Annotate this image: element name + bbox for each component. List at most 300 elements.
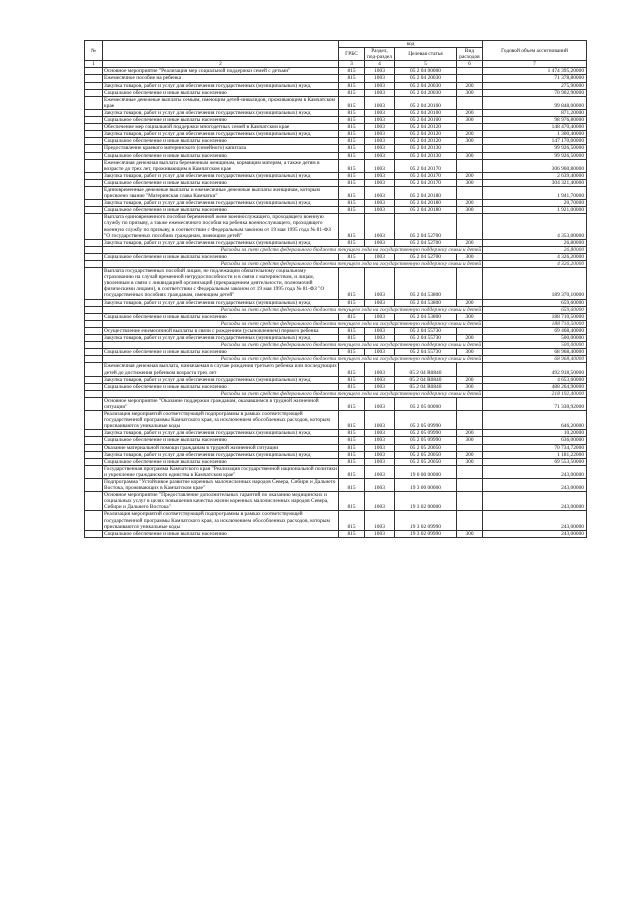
table-row — [85, 451, 587, 458]
empty-cell — [85, 458, 103, 465]
vid-cell: 200 — [457, 109, 483, 116]
sum-cell: 188 710,50000 — [483, 313, 587, 320]
empty-cell — [85, 268, 103, 299]
note-row — [85, 390, 587, 397]
tsel-cell: 05 2 04 52700 — [395, 253, 457, 260]
tsel-cell: 19 3 02 00000 — [395, 492, 457, 511]
vid-cell: 300 — [457, 530, 483, 537]
table-row — [85, 172, 587, 179]
razdel-cell: 1003 — [365, 268, 395, 299]
sum-cell: 148 470,40000 — [483, 124, 587, 131]
tsel-cell: 05 2 04 53800 — [395, 268, 457, 299]
sum-cell: 71 378,80000 — [483, 75, 587, 82]
tsel-cell: 05 2 04 R0840 — [395, 363, 457, 376]
table-row — [85, 200, 587, 207]
razdel-cell: 1003 — [365, 465, 395, 478]
sum-cell: 147 170,00000 — [483, 138, 587, 145]
grbs-cell: 815 — [339, 172, 365, 179]
col-number: 1 — [85, 61, 103, 68]
grbs-cell: 815 — [339, 186, 365, 199]
empty-cell — [85, 430, 103, 437]
grbs-cell: 815 — [339, 299, 365, 306]
item-name: Основное мероприятие "Реализация мер социальной поддержки семей с детьми" — [103, 68, 339, 75]
note-sum: 218 192,40000 — [483, 390, 587, 397]
table-row — [85, 179, 587, 186]
empty-cell — [85, 214, 103, 239]
table-row — [85, 89, 587, 96]
table-row — [85, 397, 587, 410]
empty-cell — [85, 444, 103, 451]
vid-cell: 300 — [457, 253, 483, 260]
item-name: Социальное обеспечение и иные выплаты населению — [103, 313, 339, 320]
item-name: Выплата государственных пособий лицам, не подлежащим обязательному социальному страхованию на случай временной нетрудоспособности и в связи с материнством, и лицам, уволенным в связи с ликвидацией организаций (прекращением деятельности, полномочий физическими лицами), в соответствии с Федеральным законом от 19 мая 1995 года № 81-ФЗ "О государственных пособиях гражданам, имеющим детей" — [103, 268, 339, 299]
tsel-cell: 05 2 04 20120 — [395, 131, 457, 138]
table-row — [85, 145, 587, 152]
note-text: Расходы за счет средств федерального бюджета текущего года на государственную поддержку семьи и детей — [103, 390, 483, 397]
sum-cell: 1 300,40000 — [483, 131, 587, 138]
table-row — [85, 376, 587, 383]
item-name: Закупка товаров, работ и услуг для обеспечения государственных (муниципальных) нужд — [103, 131, 339, 138]
item-name: Выплата единовременного пособия беременной жене военнослужащего, проходящего военную службу по призыву, а также ежемесячного пособия на ребенка военнослужащего, проходящего военную службу по призыву, в соответствии с Федеральным законом от 19 мая 1995 года № 81-ФЗ "О государственных пособиях гражданам, имеющим детей" — [103, 214, 339, 239]
sum-cell: 1 474 395,20000 — [483, 68, 587, 75]
note-text: Расходы за счет средств федерального бюджета текущего года на государственную поддержку семьи и детей — [103, 320, 483, 327]
item-name: Закупка товаров, работ и услуг для обеспечения государственных (муниципальных) нужд — [103, 82, 339, 89]
item-name: Закупка товаров, работ и услуг для обеспечения государственных (муниципальных) нужд — [103, 109, 339, 116]
table-row — [85, 511, 587, 530]
table-row — [85, 327, 587, 334]
razdel-cell: 1003 — [365, 299, 395, 306]
empty-cell — [85, 207, 103, 214]
sum-cell: 189 370,10000 — [483, 268, 587, 299]
table-row — [85, 492, 587, 511]
vid-cell: 300 — [457, 437, 483, 444]
item-name: Обеспечение мер социальной поддержки многодетных семей в Камчатском крае — [103, 124, 339, 131]
vid-cell — [457, 511, 483, 530]
sum-cell: 69 468,40000 — [483, 327, 587, 334]
empty-cell — [85, 253, 103, 260]
tsel-cell: 05 2 04 20170 — [395, 159, 457, 172]
table-row — [85, 138, 587, 145]
vid-cell: 300 — [457, 138, 483, 145]
tsel-cell: 19 3 02 09990 — [395, 511, 457, 530]
grbs-cell: 815 — [339, 200, 365, 207]
vid-cell: 300 — [457, 313, 483, 320]
table-row — [85, 68, 587, 75]
razdel-cell: 1003 — [365, 437, 395, 444]
razdel-cell: 1003 — [365, 124, 395, 131]
razdel-cell: 1003 — [365, 511, 395, 530]
table-row — [85, 411, 587, 430]
tsel-cell: 05 2 04 20180 — [395, 186, 457, 199]
table-row — [85, 479, 587, 492]
tsel-cell: 05 2 05 09990 — [395, 437, 457, 444]
empty-cell — [85, 239, 103, 246]
tsel-cell: 05 2 04 52700 — [395, 214, 457, 239]
vid-cell: 300 — [457, 179, 483, 186]
table-row — [85, 75, 587, 82]
tsel-cell: 05 2 04 20100 — [395, 109, 457, 116]
empty-cell — [85, 530, 103, 537]
table-row — [85, 465, 587, 478]
table-row — [85, 82, 587, 89]
item-name: Ежемесячная денежная выплата, назначаемая в случае рождения третьего ребенка или последующих детей до достижения ребенком возраста трех лет — [104, 363, 337, 376]
grbs-cell: 815 — [339, 327, 365, 334]
tsel-cell: 19 0 00 00000 — [395, 465, 457, 478]
vid-cell — [457, 124, 483, 131]
sum-cell: 488 264,90000 — [483, 383, 587, 390]
grbs-cell: 815 — [339, 253, 365, 260]
empty-cell — [85, 390, 103, 397]
table-row — [85, 239, 587, 246]
table-row — [85, 458, 587, 465]
vid-cell: 300 — [457, 383, 483, 390]
vid-cell: 300 — [457, 117, 483, 124]
sum-cell: 275,90000 — [483, 82, 587, 89]
vid-cell — [457, 327, 483, 334]
item-name: Социальное обеспечение и иные выплаты населению — [103, 89, 339, 96]
item-name: Социальное обеспечение и иные выплаты населению — [103, 117, 339, 124]
table-row — [85, 530, 587, 537]
grbs-cell: 815 — [339, 465, 365, 478]
sum-cell: 871,20000 — [483, 109, 587, 116]
item-name: Социальное обеспечение и иные выплаты населению — [103, 383, 339, 390]
empty-cell — [85, 186, 103, 199]
empty-cell — [85, 397, 103, 410]
header-razdel: Раздел, под-раздел — [365, 48, 395, 61]
vid-cell — [457, 479, 483, 492]
sum-cell: 243,00000 — [483, 511, 587, 530]
empty-cell — [85, 246, 103, 253]
table-row — [85, 349, 587, 356]
sum-cell: 492 918,50000 — [483, 363, 587, 376]
item-name: Ежемесячная денежная выплата беременным женщинам, кормящим матерям, а также детям в возрасте до трех лет, проживающим в Камчатском крае — [103, 159, 339, 172]
vid-cell: 200 — [457, 430, 483, 437]
item-name: Ежемесячное пособие на ребенка — [103, 75, 339, 82]
vid-cell — [457, 465, 483, 478]
sum-cell: 4 326,20000 — [483, 253, 587, 260]
header-numbers-row — [85, 61, 587, 68]
grbs-cell: 815 — [339, 349, 365, 356]
note-text: Расходы за счет средств федерального бюджета текущего года на государственную поддержку семьи и детей — [103, 246, 483, 253]
grbs-cell: 815 — [339, 159, 365, 172]
empty-cell — [85, 411, 103, 430]
sum-cell: 99 926,50000 — [483, 145, 587, 152]
sum-cell: 306 960,80000 — [483, 159, 587, 172]
item-name: Закупка товаров, работ и услуг для обеспечения государственных (муниципальных) нужд — [103, 376, 339, 383]
grbs-cell: 815 — [339, 479, 365, 492]
note-sum: 4 326,20000 — [483, 261, 587, 268]
grbs-cell: 815 — [339, 124, 365, 131]
vid-cell: 200 — [457, 451, 483, 458]
empty-cell — [85, 172, 103, 179]
sum-cell: 4 353,00000 — [483, 214, 587, 239]
header-grbs: ГРБС — [339, 48, 365, 61]
table-row — [85, 152, 587, 159]
item-name: Основное мероприятие "Предоставление дополнительных гарантий по оказанию медицинских и социальных услуг в целях повышения качества жизни коренных малочисленных народов Севера, Сибири и Дальнего Востока" — [103, 492, 339, 511]
empty-cell — [85, 451, 103, 458]
grbs-cell: 815 — [339, 96, 365, 109]
empty-cell — [85, 261, 103, 268]
item-name: Социальное обеспечение и иные выплаты населению — [103, 179, 339, 186]
sum-cell: 4 653,60000 — [483, 376, 587, 383]
grbs-cell: 815 — [339, 363, 365, 376]
tsel-cell: 05 2 05 00000 — [395, 397, 457, 410]
empty-cell — [85, 68, 103, 75]
table-row — [85, 253, 587, 260]
item-name: Предоставление краевого материнского (семейного) капитала — [103, 145, 339, 152]
razdel-cell: 1003 — [365, 89, 395, 96]
note-text: Расходы за счет средств федерального бюджета текущего года на государственную поддержку семьи и детей — [103, 342, 483, 349]
grbs-cell: 815 — [339, 511, 365, 530]
empty-cell — [85, 145, 103, 152]
sum-cell: 98 976,80000 — [483, 117, 587, 124]
empty-cell — [85, 124, 103, 131]
item-name: Ежемесячные денежные выплаты семьям, имеющим детей-инвалидов, проживающим в Камчатском крае — [103, 96, 339, 109]
vid-cell: 200 — [457, 376, 483, 383]
sum-cell: 243,00000 — [483, 492, 587, 511]
tsel-cell: 05 2 04 20170 — [395, 172, 457, 179]
tsel-cell: 19 3 00 00000 — [395, 479, 457, 492]
empty-cell — [85, 342, 103, 349]
vid-cell — [457, 68, 483, 75]
tsel-cell: 05 2 04 R0840 — [395, 383, 457, 390]
sum-cell: 99 848,00000 — [483, 96, 587, 109]
empty-cell — [85, 200, 103, 207]
vid-cell — [457, 411, 483, 430]
tsel-cell: 05 2 05 20050 — [395, 451, 457, 458]
empty-cell — [85, 363, 103, 376]
item-name: Осуществление ежемесячной выплаты в связи с рождением (усыновлением) первого ребенка — [103, 327, 339, 334]
empty-cell — [85, 313, 103, 320]
header-vid: Вид расходов — [457, 48, 483, 61]
table-row — [85, 437, 587, 444]
tsel-cell: 05 2 04 52700 — [395, 239, 457, 246]
note-row — [85, 246, 587, 253]
item-name: Закупка товаров, работ и услуг для обеспечения государственных (муниципальных) нужд — [103, 239, 339, 246]
empty-cell — [85, 511, 103, 530]
sum-cell: 69 553,50000 — [483, 458, 587, 465]
empty-cell — [85, 179, 103, 186]
vid-cell: 200 — [457, 200, 483, 207]
grbs-cell: 815 — [339, 383, 365, 390]
razdel-cell: 1003 — [365, 179, 395, 186]
vid-cell — [457, 75, 483, 82]
note-sum: 68 968,40000 — [483, 356, 587, 363]
empty-cell — [85, 465, 103, 478]
razdel-cell: 1003 — [365, 376, 395, 383]
sum-cell: 243,00000 — [483, 465, 587, 478]
table-row — [85, 383, 587, 390]
grbs-cell: 815 — [339, 152, 365, 159]
grbs-cell: 815 — [339, 239, 365, 246]
item-name: Социальное обеспечение и иные выплаты населению — [103, 530, 339, 537]
grbs-cell: 815 — [339, 451, 365, 458]
tsel-cell: 05 2 04 53800 — [395, 313, 457, 320]
sum-cell: 70 734,72000 — [483, 444, 587, 451]
table-row — [85, 96, 587, 109]
empty-cell — [85, 96, 103, 109]
grbs-cell: 815 — [339, 89, 365, 96]
tsel-cell: 05 2 04 20030 — [395, 89, 457, 96]
item-name: Государственная программа Камчатского края "Реализация государственной национальной политики и укрепление гражданского единства в Камчатском крае" — [104, 465, 337, 478]
empty-cell — [85, 131, 103, 138]
table-header — [85, 41, 587, 68]
item-name: Единовременные денежные выплаты и ежемесячные денежные выплаты женщинам, которым присвоено звание "Материнская слава Камчатки" — [103, 186, 339, 199]
grbs-cell: 815 — [339, 82, 365, 89]
item-name: Закупка товаров, работ и услуг для обеспечения государственных (муниципальных) нужд — [103, 335, 339, 342]
header-sum: Годовой объем ассигнований — [483, 41, 587, 61]
item-name: Закупка товаров, работ и услуг для обеспечения государственных (муниципальных) нужд — [103, 451, 339, 458]
grbs-cell: 815 — [339, 75, 365, 82]
empty-cell — [85, 89, 103, 96]
razdel-cell: 1003 — [365, 397, 395, 410]
razdel-cell: 1003 — [365, 458, 395, 465]
razdel-cell: 1003 — [365, 117, 395, 124]
vid-cell — [457, 444, 483, 451]
vid-cell — [457, 492, 483, 511]
note-row — [85, 306, 587, 313]
table-row — [85, 299, 587, 306]
sum-cell: 646,20000 — [483, 411, 587, 430]
razdel-cell: 1003 — [365, 492, 395, 511]
grbs-cell: 815 — [339, 444, 365, 451]
tsel-cell: 05 2 04 20030 — [395, 82, 457, 89]
tsel-cell: 05 2 04 20130 — [395, 152, 457, 159]
tsel-cell: 05 2 04 20180 — [395, 207, 457, 214]
sum-cell: 243,00000 — [483, 530, 587, 537]
grbs-cell: 815 — [339, 397, 365, 410]
vid-cell — [457, 214, 483, 239]
item-name: Закупка товаров, работ и услуг для обеспечения государственных (муниципальных) нужд — [103, 172, 339, 179]
tsel-cell: 05 2 05 09990 — [395, 430, 457, 437]
vid-cell — [457, 363, 483, 376]
header-code-group: код — [339, 41, 483, 48]
sum-cell: 70 902,90000 — [483, 89, 587, 96]
empty-cell — [85, 492, 103, 511]
tsel-cell: 05 2 04 20170 — [395, 179, 457, 186]
tsel-cell: 05 2 05 09990 — [395, 411, 457, 430]
sum-cell: 20,70000 — [483, 200, 587, 207]
grbs-cell: 815 — [339, 131, 365, 138]
item-name: Подпрограмма "Устойчивое развитие коренных малочисленных народов Севера, Сибири и Дальнего Востока, проживающих в Камчатском крае" — [103, 479, 339, 492]
tsel-cell: 05 2 04 20130 — [395, 145, 457, 152]
col-number: 3 — [339, 61, 365, 68]
vid-cell — [457, 268, 483, 299]
razdel-cell: 1003 — [365, 327, 395, 334]
item-name: Закупка товаров, работ и услуг для обеспечения государственных (муниципальных) нужд — [103, 299, 339, 306]
razdel-cell: 1003 — [365, 68, 395, 75]
vid-cell: 300 — [457, 458, 483, 465]
empty-cell — [85, 376, 103, 383]
sum-cell: 71 330,92000 — [483, 397, 587, 410]
grbs-cell: 815 — [339, 492, 365, 511]
sum-cell: 1 921,00000 — [483, 207, 587, 214]
vid-cell — [457, 145, 483, 152]
tsel-cell: 05 2 04 20120 — [395, 138, 457, 145]
empty-cell — [85, 138, 103, 145]
table-row — [85, 363, 587, 376]
sum-cell: 636,00000 — [483, 437, 587, 444]
razdel-cell: 1003 — [365, 383, 395, 390]
table-row — [85, 444, 587, 451]
empty-cell — [85, 75, 103, 82]
empty-cell — [85, 437, 103, 444]
tsel-cell: 05 2 04 20100 — [395, 96, 457, 109]
note-sum: 26,80000 — [483, 246, 587, 253]
empty-cell — [85, 299, 103, 306]
razdel-cell: 1003 — [365, 159, 395, 172]
razdel-cell: 1003 — [365, 253, 395, 260]
razdel-cell: 1003 — [365, 109, 395, 116]
tsel-cell: 05 2 04 00000 — [395, 68, 457, 75]
tsel-cell: 05 2 04 55730 — [395, 349, 457, 356]
empty-cell — [85, 383, 103, 390]
table-row — [85, 207, 587, 214]
col-number: 7 — [483, 61, 587, 68]
vid-cell: 300 — [457, 89, 483, 96]
empty-cell — [85, 117, 103, 124]
note-text: Расходы за счет средств федерального бюджета текущего года на государственную поддержку семьи и детей — [103, 261, 483, 268]
note-text: Расходы за счет средств федерального бюджета текущего года на государственную поддержку семьи и детей — [103, 306, 483, 313]
razdel-cell: 1003 — [365, 239, 395, 246]
item-name: Реализация мероприятий соответствующей подпрограммы в рамках соответствующей государственной программы Камчатского края, за исключением обособленных расходов, которым присваиваются уникальные коды — [103, 511, 339, 530]
tsel-cell: 19 3 02 09990 — [395, 530, 457, 537]
item-name: Социальное обеспечение и иные выплаты населению — [103, 349, 339, 356]
table-body — [85, 68, 587, 537]
grbs-cell: 815 — [339, 437, 365, 444]
empty-cell — [85, 159, 103, 172]
note-row — [85, 320, 587, 327]
tsel-cell: 05 2 04 20100 — [395, 117, 457, 124]
razdel-cell: 1003 — [365, 451, 395, 458]
tsel-cell: 05 2 04 20180 — [395, 200, 457, 207]
item-name: Закупка товаров, работ и услуг для обеспечения государственных (муниципальных) нужд — [103, 430, 339, 437]
razdel-cell: 1003 — [365, 430, 395, 437]
vid-cell — [457, 186, 483, 199]
razdel-cell: 1003 — [365, 444, 395, 451]
tsel-cell: 05 2 04 R0840 — [395, 376, 457, 383]
empty-cell — [85, 109, 103, 116]
grbs-cell: 815 — [339, 313, 365, 320]
razdel-cell: 1003 — [365, 207, 395, 214]
note-row — [85, 342, 587, 349]
item-name: Реализация мероприятий соответствующей подпрограммы в рамках соответствующей государственной программы Камчатского края, за исключением обособленных расходов, которым присваиваются уникальные коды — [103, 411, 339, 430]
vid-cell — [457, 397, 483, 410]
table-row — [85, 186, 587, 199]
empty-cell — [85, 327, 103, 334]
col-number: 6 — [457, 61, 483, 68]
col-number: 4 — [365, 61, 395, 68]
note-row — [85, 356, 587, 363]
empty-cell — [85, 82, 103, 89]
empty-cell — [85, 335, 103, 342]
item-name: Основное мероприятие "Оказание поддержки гражданам, оказавшимся в трудной жизненной ситуации" — [103, 397, 339, 410]
table-row — [85, 117, 587, 124]
sum-cell: 659,60000 — [483, 299, 587, 306]
sum-cell: 26,80000 — [483, 239, 587, 246]
grbs-cell: 815 — [339, 117, 365, 124]
item-name: Социальное обеспечение и иные выплаты населению — [103, 437, 339, 444]
sum-cell: 10,20000 — [483, 430, 587, 437]
tsel-cell: 05 2 04 20030 — [395, 75, 457, 82]
note-sum: 500,00000 — [483, 342, 587, 349]
grbs-cell: 815 — [339, 268, 365, 299]
vid-cell: 300 — [457, 207, 483, 214]
vid-cell: 200 — [457, 82, 483, 89]
sum-cell: 68 968,40000 — [483, 349, 587, 356]
sum-cell: 2 639,40000 — [483, 172, 587, 179]
table-row — [85, 109, 587, 116]
